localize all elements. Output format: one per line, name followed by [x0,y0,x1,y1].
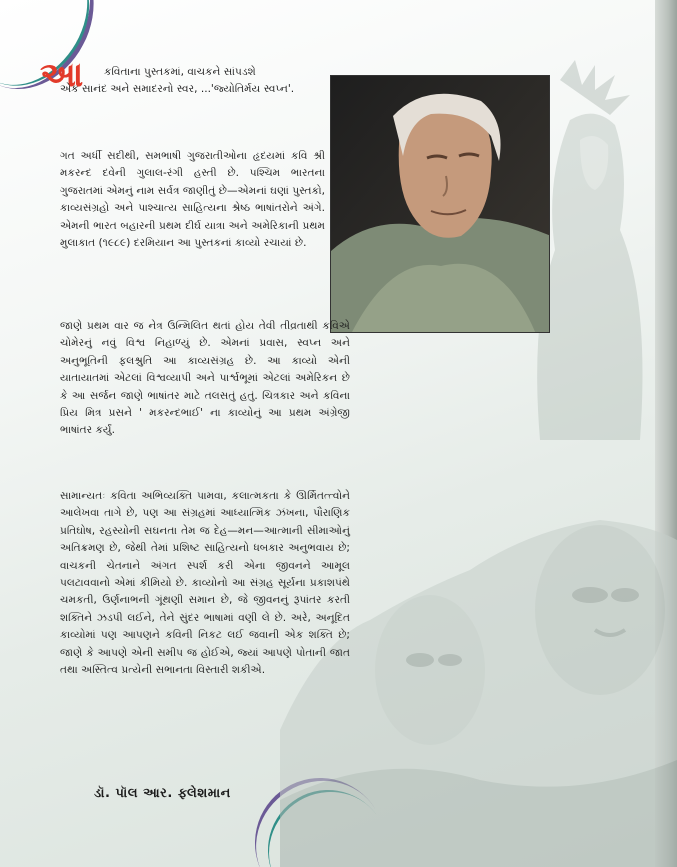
paragraph-3: જાણે પ્રથમ વાર જ નેત્ર ઉન્મિલિત થતાં હોય તેવી તીવ્રતાથી કવિએ ચોમેરનું નવું વિશ્વ નિહાળ્યું છે. એમનાં પ્રવાસ, સ્વપ્ન અને અનુભૂતિની ફલશ્રુતિ આ કાવ્યસંગ્રહ છે. આ કાવ્યો એની યાતાયાતમાં એટલાં વિશ્વવ્યાપી અને પાર્શ્વભૂમાં એટલાં અમેરિકન છે કે આ સર્જન જાણે ભાષાંતર માટે તલસતું હતું. ચિત્રકાર અને કવિના પ્રિય મિત્ર પ્રસને ' મકરન્દભાઈ' ના કાવ્યોનું આ પ્રથમ અંગ્રેજી ભાષાંતર કર્યું. [60,320,350,437]
paragraph-4: સામાન્યતઃ કવિતા અભિવ્યક્તિ પામવા, કલાત્મકતા કે ઊર્મિતત્ત્વોને આલેખવા તાગે છે, પણ આ સંગ્રહમાં આધ્યાત્મિક ઝંખના, પૌરાણિક પ્રતિઘોષ, રહસ્યોની સઘનતા તેમ જ દેહ—મન—આત્માની સીમાઓનું અતિક્રમણ છે, જેથી તેમાં પ્રશિષ્ટ સાહિત્યનો ધબકાર અનુભવાય છે; વાચકની ચેતનાને અંગત સ્પર્શ કરી એના જીવનને આમૂલ પલટાવવાનો એમાં કીમિયો છે. કાવ્યોનો આ સંગ્રહ સૂર્યના પ્રકાશપંથે ચમકતી, ઉર્ણનાભની ગૂંથણી સમાન છે, જે જીવનનું રૂપાંતર કરતી શક્તિને ઝડપી લઈને, તેને સુંદર ભાષામાં વણી લે છે. અરે, અનૂદિત કાવ્યોમાં પણ આપણને કવિની નિકટ લઈ જવાની એક શક્તિ છે; જાણે કે આપણે એની સમીપ જ હોઈએ, જ્યાં આપણે પોતાની જાત તથા અસ્તિત્વ પ્રત્યેની સભાનતા વિસ્તારી શકીએ. [60,490,350,677]
intro-rest: એક સાનંદ અને સમાદરનો સ્વર, ...'જ્યોતિર્મય સ્વપ્ન'. [60,83,295,96]
poet-portrait-photo [330,75,550,333]
dropcap-letter: આ [40,55,84,95]
paragraph-2: ગત અર્ધી સદીથી, સમભાષી ગુજરાતીઓના હૃદયમાં કવિ શ્રી મકરન્દ દવેની ગુલાલ-રંગી હસ્તી છે. પશ્ચિમ ભારતના ગુજરાતમાં એમનું નામ સર્વત્ર જાણીતું છે—એમનાં ઘણાં પુસ્તકો, કાવ્યસંગ્રહો અને પાશ્ચાત્ય સાહિત્યના શ્રેષ્ઠ ભાષાંતરોને અંગે. એમની ભારત બહારની પ્રથમ દીર્ઘ યાત્રા અને અમેરિકાની પ્રથમ મુલાકાત (૧૯૮૯) દરમિયાન આ પુસ્તકનાં કાવ્યો રચાયાં છે. [60,150,325,250]
intro-first-line: કવિતાના પુસ્તકમાં, વાચકને સાંપડશે [104,66,256,78]
intro-paragraph [60,64,325,99]
author-signature: ડૉ. પૉલ આર. ફ્લેશમાન [94,786,231,801]
